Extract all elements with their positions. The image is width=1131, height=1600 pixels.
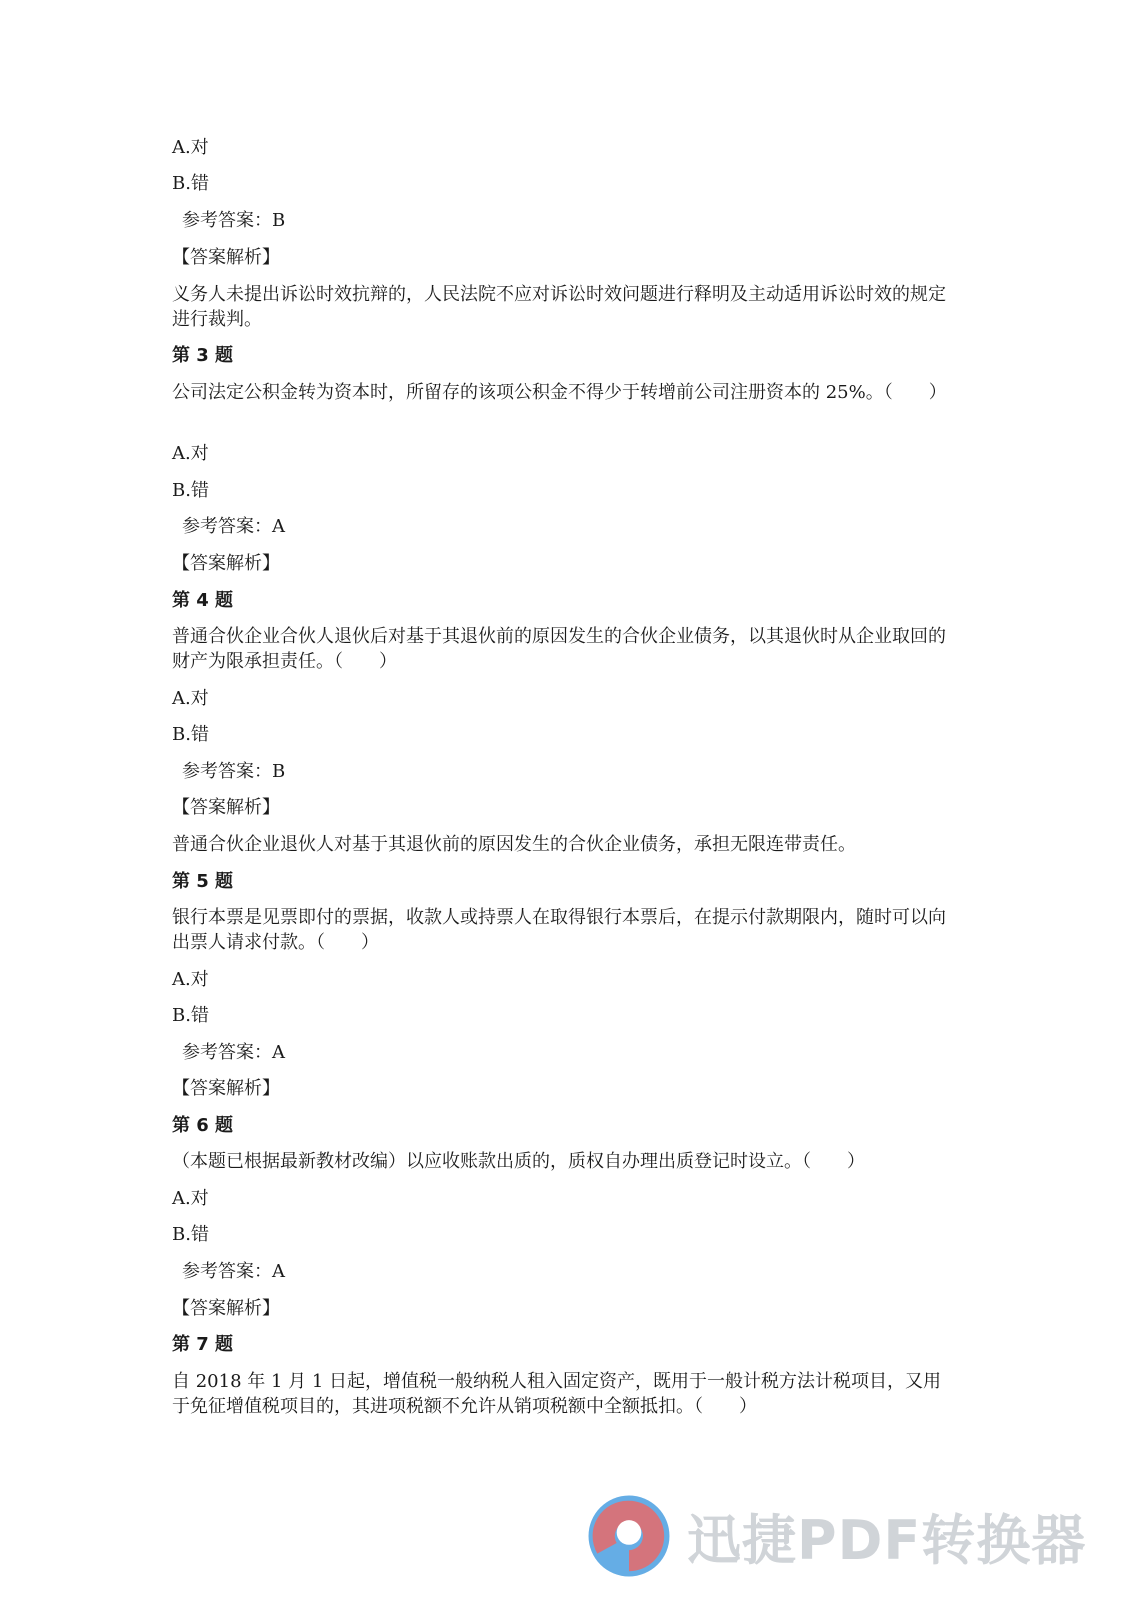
question-heading: 第 3 题 — [172, 345, 234, 366]
reference-answer: 参考答案：B — [182, 761, 286, 782]
reference-answer: 参考答案：A — [182, 1261, 285, 1282]
analysis-label: 【答案解析】 — [172, 1298, 280, 1319]
option-a: A.对 — [172, 1188, 209, 1209]
option-b: B.错 — [172, 173, 209, 194]
question-heading: 第 7 题 — [172, 1334, 234, 1355]
watermark — [585, 1492, 1105, 1580]
watermark-text: 迅捷PDF转换器 — [687, 1508, 1087, 1572]
option-b: B.错 — [172, 1005, 209, 1026]
question-heading: 第 4 题 — [172, 590, 234, 611]
reference-answer: 参考答案：A — [182, 516, 285, 537]
analysis-text: 义务人未提出诉讼时效抗辩的，人民法院不应对诉讼时效问题进行释明及主动适用诉讼时效的规定进行裁判。 — [172, 284, 946, 330]
analysis-text: 普通合伙企业退伙人对基于其退伙前的原因发生的合伙企业债务，承担无限连带责任。 — [172, 834, 856, 855]
question-heading: 第 5 题 — [172, 871, 234, 892]
question-text: 银行本票是见票即付的票据，收款人或持票人在取得银行本票后，在提示付款期限内，随时可以向出票人请求付款。（ ） — [172, 907, 946, 953]
option-b: B.错 — [172, 724, 209, 745]
xunjie-logo-icon — [585, 1492, 673, 1580]
reference-answer: 参考答案：A — [182, 1042, 285, 1063]
question-heading: 第 6 题 — [172, 1115, 234, 1136]
question-text: 普通合伙企业合伙人退伙后对基于其退伙前的原因发生的合伙企业债务，以其退伙时从企业取回的财产为限承担责任。（ ） — [172, 626, 946, 672]
option-b: B.错 — [172, 480, 209, 501]
analysis-label: 【答案解析】 — [172, 797, 280, 818]
question-text: 公司法定公积金转为资本时，所留存的该项公积金不得少于转增前公司注册资本的 25%。（ ） — [172, 382, 947, 403]
reference-answer: 参考答案：B — [182, 210, 286, 231]
question-text: 自 2018 年 1 月 1 日起，增值税一般纳税人租入固定资产，既用于一般计税方法计税项目，又用于免征增值税项目的，其进项税额不允许从销项税额中全额抵扣。（ ） — [172, 1371, 942, 1417]
option-a: A.对 — [172, 688, 209, 709]
question-text: （本题已根据最新教材改编）以应收账款出质的，质权自办理出质登记时设立。（ ） — [172, 1151, 865, 1172]
analysis-label: 【答案解析】 — [172, 1078, 280, 1099]
analysis-label: 【答案解析】 — [172, 247, 280, 268]
option-a: A.对 — [172, 137, 209, 158]
option-b: B.错 — [172, 1224, 209, 1245]
option-a: A.对 — [172, 969, 209, 990]
option-a: A.对 — [172, 443, 209, 464]
analysis-label: 【答案解析】 — [172, 553, 280, 574]
